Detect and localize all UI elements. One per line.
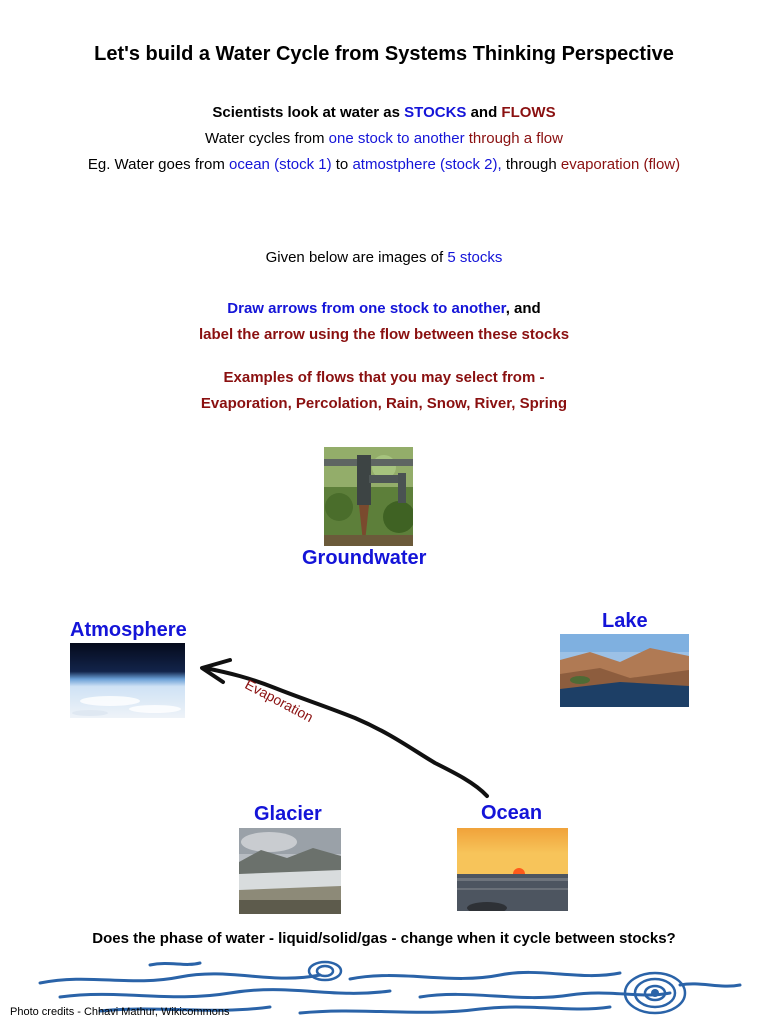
intro-3-c: to <box>331 156 353 173</box>
intro-2-b: one stock to another <box>328 130 465 147</box>
glacier-image <box>239 828 341 914</box>
instruction-line-2: label the arrow using the flow between these stocks <box>198 326 570 343</box>
page-title: Let's build a Water Cycle from Systems Thinking Perspective <box>94 43 674 65</box>
lake-photo <box>560 634 689 707</box>
groundwater-image <box>324 447 413 546</box>
groundwater-photo <box>324 447 413 546</box>
intro-3-f: evaporation (flow) <box>560 156 681 173</box>
intro-3-a: Eg. Water goes from <box>87 156 230 173</box>
evaporation-arrow <box>190 648 500 800</box>
instruction-line-1 <box>0 300 768 318</box>
glacier-label: Glacier <box>254 803 322 825</box>
evaporation-label: Evaporation <box>242 676 316 726</box>
given-a: Given below are images of <box>265 249 448 266</box>
atmosphere-photo <box>70 643 185 718</box>
stocks-word: STOCKS <box>404 104 467 121</box>
intro-line-1 <box>0 104 768 122</box>
ocean-label: Ocean <box>481 802 543 824</box>
intro-2-c: through a flow <box>464 130 563 147</box>
intro-3-e: through <box>501 156 561 173</box>
intro-1-c: and <box>466 104 502 121</box>
instruction-1-b: , and <box>505 300 541 317</box>
lake-label: Lake <box>602 610 648 632</box>
photo-credits: Photo credits - Chhavi Mathur, Wikicommons <box>10 1006 230 1018</box>
lake-image <box>560 634 689 707</box>
instruction-1-a: Draw arrows from one stock to another <box>227 300 506 317</box>
ocean-image <box>457 828 568 911</box>
intro-1-a: Scientists look at water as <box>212 104 405 121</box>
intro-line-3 <box>0 156 768 174</box>
given-line <box>0 249 768 267</box>
intro-3-b: ocean (stock 1) <box>229 156 332 173</box>
question-text: Does the phase of water - liquid/solid/gas - change when it cycle between stocks? <box>92 930 676 947</box>
ocean-photo <box>457 828 568 911</box>
flows-word: FLOWS <box>501 104 556 121</box>
atmosphere-label: Atmosphere <box>70 619 187 641</box>
intro-3-d: atmostphere (stock 2), <box>352 156 502 173</box>
groundwater-label: Groundwater <box>302 547 427 569</box>
given-b: 5 stocks <box>447 249 503 266</box>
intro-2-a: Water cycles from <box>205 130 329 147</box>
glacier-photo <box>239 828 341 914</box>
atmosphere-image <box>70 643 185 718</box>
examples-line-2: Evaporation, Percolation, Rain, Snow, River, Spring <box>200 395 568 412</box>
intro-line-2 <box>0 130 768 148</box>
examples-line-1: Examples of flows that you may select from - <box>223 369 545 386</box>
